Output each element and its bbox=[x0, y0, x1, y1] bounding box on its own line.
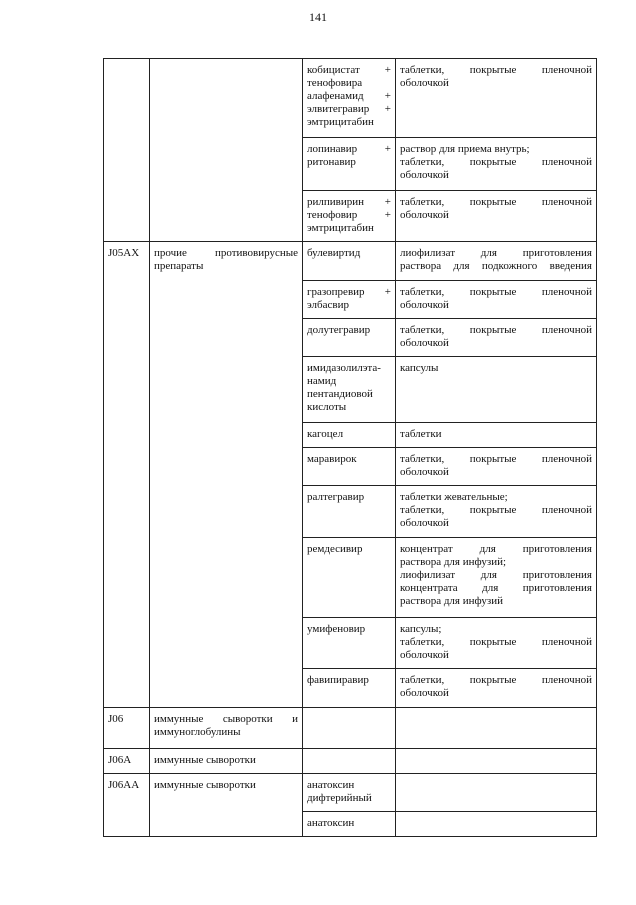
inn-line bbox=[307, 362, 391, 375]
inn-line bbox=[307, 817, 391, 830]
dosage-form-line: оболочкой bbox=[400, 169, 449, 181]
inn-line bbox=[307, 196, 391, 209]
inn-line bbox=[307, 792, 391, 805]
combination-plus-sign: + bbox=[384, 286, 391, 298]
inn-line bbox=[307, 222, 391, 235]
inn-name: долутегравир bbox=[307, 324, 371, 336]
dosage-form-cell bbox=[396, 774, 597, 812]
inn-cell bbox=[303, 486, 396, 538]
inn-line bbox=[307, 209, 391, 222]
inn-cell bbox=[303, 774, 396, 812]
page-number: 141 bbox=[309, 10, 327, 24]
combination-plus-sign bbox=[387, 674, 391, 687]
inn-line bbox=[307, 143, 391, 156]
inn-line bbox=[307, 674, 391, 687]
combination-plus-sign: + bbox=[384, 143, 391, 155]
dosage-form-cell bbox=[396, 708, 597, 749]
dosage-form-cell bbox=[396, 486, 597, 538]
inn-line bbox=[307, 156, 391, 169]
pharmacological-group-cell bbox=[150, 59, 303, 242]
inn-cell bbox=[303, 281, 396, 319]
atc-code-cell: J06 bbox=[104, 708, 150, 749]
dosage-form-cell bbox=[396, 812, 597, 837]
dosage-form-line: таблетки, покрытые пленочной bbox=[400, 324, 592, 336]
dosage-form-line: оболочкой bbox=[400, 687, 449, 699]
combination-plus-sign: + bbox=[384, 64, 391, 76]
table-body bbox=[104, 59, 597, 837]
dosage-form-line: раствора для инфузий; bbox=[400, 556, 507, 568]
combination-plus-sign bbox=[387, 543, 391, 556]
inn-name: эмтрицитабин bbox=[307, 116, 374, 128]
dosage-form-line: оболочкой bbox=[400, 649, 449, 661]
dosage-form-cell bbox=[396, 448, 597, 486]
dosage-form-cell bbox=[396, 319, 597, 357]
combination-plus-sign: + bbox=[384, 90, 391, 102]
inn-name: намид bbox=[307, 375, 337, 387]
atc-code-cell: J06AA bbox=[104, 774, 150, 837]
dosage-form-line: концентрата для приготовления bbox=[400, 582, 592, 594]
inn-name: кагоцел bbox=[307, 428, 344, 440]
inn-name: элбасвир bbox=[307, 299, 349, 311]
combination-plus-sign bbox=[387, 222, 391, 235]
pharmacological-group-cell: иммунные сыворотки bbox=[150, 774, 303, 837]
inn-line bbox=[307, 491, 391, 504]
combination-plus-sign bbox=[387, 156, 391, 169]
dosage-form-line: таблетки, покрытые пленочной bbox=[400, 64, 592, 76]
dosage-form-cell bbox=[396, 138, 597, 191]
dosage-form-line: капсулы bbox=[400, 362, 439, 374]
dosage-form-cell bbox=[396, 538, 597, 618]
inn-line bbox=[307, 103, 391, 116]
inn-line bbox=[307, 90, 391, 103]
atc-code-cell: J05AX bbox=[104, 242, 150, 708]
combination-plus-sign bbox=[387, 792, 391, 805]
inn-line bbox=[307, 286, 391, 299]
combination-plus-sign: + bbox=[384, 209, 391, 221]
dosage-form-line: оболочкой bbox=[400, 517, 449, 529]
combination-plus-sign bbox=[387, 299, 391, 312]
inn-cell bbox=[303, 423, 396, 448]
dosage-form-line: раствор для приема внутрь; bbox=[400, 143, 530, 155]
pharmacological-group-cell: иммунные сыворотки bbox=[150, 749, 303, 774]
inn-name: тенофовир bbox=[307, 209, 358, 221]
inn-line bbox=[307, 388, 391, 401]
combination-plus-sign bbox=[387, 362, 391, 375]
inn-cell bbox=[303, 708, 396, 749]
atc-code-cell bbox=[104, 59, 150, 242]
pharmacological-group-cell: прочие противовирусные препараты bbox=[150, 242, 303, 708]
dosage-form-line: раствора для инфузий bbox=[400, 595, 503, 607]
combination-plus-sign bbox=[387, 453, 391, 466]
combination-plus-sign bbox=[387, 623, 391, 636]
dosage-form-cell bbox=[396, 59, 597, 138]
inn-cell bbox=[303, 242, 396, 281]
dosage-form-line: оболочкой bbox=[400, 337, 449, 349]
dosage-form-line: концентрат для приготовления bbox=[400, 543, 592, 555]
combination-plus-sign bbox=[387, 375, 391, 388]
table-row bbox=[104, 708, 597, 749]
dosage-form-line: оболочкой bbox=[400, 466, 449, 478]
dosage-form-line: таблетки, покрытые пленочной bbox=[400, 674, 592, 686]
inn-line bbox=[307, 77, 391, 90]
combination-plus-sign bbox=[387, 324, 391, 337]
dosage-form-cell bbox=[396, 749, 597, 774]
inn-name: фавипиравир bbox=[307, 674, 369, 686]
combination-plus-sign bbox=[387, 817, 391, 830]
combination-plus-sign bbox=[387, 491, 391, 504]
inn-name: пентандиовой bbox=[307, 388, 373, 400]
dosage-form-line: оболочкой bbox=[400, 299, 449, 311]
dosage-form-cell bbox=[396, 423, 597, 448]
inn-cell bbox=[303, 448, 396, 486]
dosage-form-line: таблетки, покрытые пленочной bbox=[400, 156, 592, 168]
inn-line bbox=[307, 453, 391, 466]
combination-plus-sign bbox=[387, 401, 391, 414]
inn-name: умифеновир bbox=[307, 623, 366, 635]
combination-plus-sign: + bbox=[384, 103, 391, 115]
pharmacological-group-cell: иммунные сыворотки и иммуноглобулины bbox=[150, 708, 303, 749]
inn-name: тенофовира bbox=[307, 77, 363, 89]
table-row bbox=[104, 242, 597, 281]
inn-line bbox=[307, 299, 391, 312]
inn-line bbox=[307, 247, 391, 260]
inn-cell bbox=[303, 618, 396, 669]
drug-table bbox=[103, 58, 597, 837]
inn-name: элвитегравир bbox=[307, 103, 370, 115]
combination-plus-sign bbox=[387, 388, 391, 401]
inn-cell bbox=[303, 138, 396, 191]
inn-line bbox=[307, 543, 391, 556]
dosage-form-cell bbox=[396, 281, 597, 319]
dosage-form-line: оболочкой bbox=[400, 209, 449, 221]
dosage-form-line: раствора для подкожного введения bbox=[400, 260, 592, 272]
dosage-form-line: таблетки жевательные; bbox=[400, 491, 508, 503]
inn-cell bbox=[303, 538, 396, 618]
inn-cell bbox=[303, 669, 396, 708]
dosage-form-line: лиофилизат для приготовления bbox=[400, 247, 592, 259]
dosage-form-line: таблетки, покрытые пленочной bbox=[400, 504, 592, 516]
inn-line bbox=[307, 324, 391, 337]
inn-cell bbox=[303, 319, 396, 357]
dosage-form-cell bbox=[396, 618, 597, 669]
inn-name: рилпивирин bbox=[307, 196, 365, 208]
combination-plus-sign bbox=[387, 779, 391, 792]
dosage-form-cell bbox=[396, 669, 597, 708]
inn-cell bbox=[303, 749, 396, 774]
inn-cell bbox=[303, 191, 396, 242]
atc-code-cell: J06A bbox=[104, 749, 150, 774]
dosage-form-line: лиофилизат для приготовления bbox=[400, 569, 592, 581]
dosage-form-line: таблетки, покрытые пленочной bbox=[400, 286, 592, 298]
inn-name: анатоксин bbox=[307, 817, 355, 829]
combination-plus-sign: + bbox=[384, 196, 391, 208]
inn-name: дифтерийный bbox=[307, 792, 372, 804]
inn-line bbox=[307, 779, 391, 792]
dosage-form-line: таблетки, покрытые пленочной bbox=[400, 636, 592, 648]
inn-line bbox=[307, 428, 391, 441]
inn-line bbox=[307, 401, 391, 414]
table-row bbox=[104, 749, 597, 774]
inn-name: булевиртид bbox=[307, 247, 361, 259]
inn-cell bbox=[303, 59, 396, 138]
inn-name: алафенамид bbox=[307, 90, 364, 102]
inn-line bbox=[307, 64, 391, 77]
inn-name: кислоты bbox=[307, 401, 347, 413]
dosage-form-line: таблетки, покрытые пленочной bbox=[400, 453, 592, 465]
inn-name: маравирок bbox=[307, 453, 357, 465]
table-row bbox=[104, 774, 597, 812]
dosage-form-line: таблетки, покрытые пленочной bbox=[400, 196, 592, 208]
inn-name: имидазолилэта- bbox=[307, 362, 381, 374]
dosage-form-line: оболочкой bbox=[400, 77, 449, 89]
table-row bbox=[104, 59, 597, 138]
inn-name: эмтрицитабин bbox=[307, 222, 374, 234]
inn-name: кобицистат bbox=[307, 64, 360, 76]
combination-plus-sign bbox=[387, 116, 391, 129]
dosage-form-cell bbox=[396, 242, 597, 281]
dosage-form-line: таблетки bbox=[400, 428, 442, 440]
inn-cell bbox=[303, 812, 396, 837]
inn-name: ремдесивир bbox=[307, 543, 363, 555]
combination-plus-sign bbox=[387, 247, 391, 260]
inn-name: ритонавир bbox=[307, 156, 356, 168]
inn-line bbox=[307, 375, 391, 388]
inn-line bbox=[307, 116, 391, 129]
dosage-form-line: капсулы; bbox=[400, 623, 442, 635]
inn-line bbox=[307, 623, 391, 636]
combination-plus-sign bbox=[387, 428, 391, 441]
inn-name: гразопревир bbox=[307, 286, 365, 298]
inn-name: анатоксин bbox=[307, 779, 355, 791]
dosage-form-cell bbox=[396, 191, 597, 242]
inn-name: лопинавир bbox=[307, 143, 358, 155]
dosage-form-cell bbox=[396, 357, 597, 423]
inn-name: ралтегравир bbox=[307, 491, 365, 503]
inn-cell bbox=[303, 357, 396, 423]
combination-plus-sign bbox=[387, 77, 391, 90]
